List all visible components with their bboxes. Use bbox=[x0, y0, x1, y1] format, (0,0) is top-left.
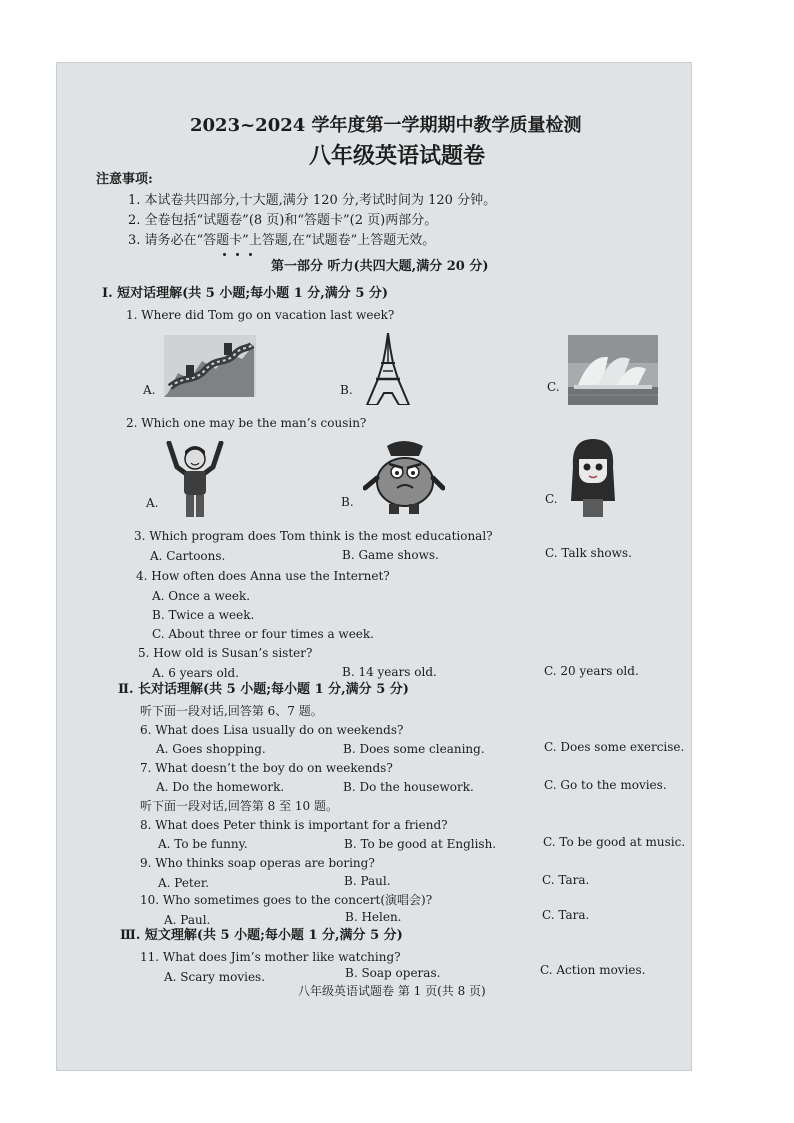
question-4: 4. How often does Anna use the Internet? bbox=[136, 569, 390, 583]
option-c: C. About three or four times a week. bbox=[152, 627, 374, 641]
option-b: B. Paul. bbox=[344, 874, 391, 888]
section-title: Ⅲ. 短文理解(共 5 小题;每小题 1 分,满分 5 分) bbox=[120, 928, 403, 943]
option-label: A. bbox=[146, 496, 159, 510]
question-11: 11. What does Jim’s mother like watching? bbox=[140, 950, 401, 964]
option-b: B. Helen. bbox=[345, 910, 402, 924]
eiffel-tower-icon bbox=[365, 333, 411, 405]
option-a: A. Scary movies. bbox=[164, 970, 266, 984]
emphasis-dot bbox=[223, 253, 226, 256]
sydney-opera-house-icon bbox=[568, 335, 658, 405]
option-a: A. Cartoons. bbox=[150, 549, 226, 563]
option-label: C. bbox=[547, 380, 560, 394]
exam-page bbox=[57, 63, 691, 1070]
option-c: C. Tara. bbox=[542, 873, 590, 887]
option-b: B. Soap operas. bbox=[345, 966, 441, 980]
question-10: 10. Who sometimes goes to the concert(演唱会)? bbox=[140, 893, 433, 907]
option-c: C. Go to the movies. bbox=[544, 778, 667, 792]
question-1: 1. Where did Tom go on vacation last week? bbox=[126, 308, 395, 322]
boy-icon bbox=[165, 441, 225, 519]
great-wall-icon bbox=[164, 335, 256, 397]
exam-title: 2023~2024 学年度第一学期期中教学质量检测 bbox=[190, 115, 582, 136]
section-title: Ⅱ. 长对话理解(共 5 小题;每小题 1 分,满分 5 分) bbox=[118, 682, 409, 697]
part-title: 第一部分 听力(共四大题,满分 20 分) bbox=[271, 259, 489, 274]
notice-item-1: 1. 本试卷共四部分,十大题,满分 120 分,考试时间为 120 分钟。 bbox=[128, 193, 497, 208]
option-c: C. 20 years old. bbox=[544, 664, 639, 678]
option-b: B. 14 years old. bbox=[342, 665, 437, 679]
girl-icon bbox=[567, 437, 619, 519]
page-footer: 八年级英语试题卷 第 1 页(共 8 页) bbox=[298, 984, 486, 998]
notice-item-2: 2. 全卷包括“试题卷”(8 页)和“答题卡”(2 页)两部分。 bbox=[128, 213, 438, 228]
question-7: 7. What doesn’t the boy do on weekends? bbox=[140, 761, 393, 775]
question-6: 6. What does Lisa usually do on weekends? bbox=[140, 723, 404, 737]
notice-item-3: 3. 请务必在“答题卡”上答题,在“试题卷”上答题无效。 bbox=[128, 233, 436, 248]
option-c: C. Talk shows. bbox=[545, 546, 632, 560]
notice-heading: 注意事项: bbox=[96, 172, 153, 187]
option-label: A. bbox=[143, 383, 156, 397]
option-c: C. Tara. bbox=[542, 908, 590, 922]
option-a: A. Paul. bbox=[164, 913, 211, 927]
emphasis-dot bbox=[249, 253, 252, 256]
question-5: 5. How old is Susan’s sister? bbox=[138, 646, 313, 660]
question-3: 3. Which program does Tom think is the most educational? bbox=[134, 529, 493, 543]
option-label: B. bbox=[341, 495, 354, 509]
section-title: Ⅰ. 短对话理解(共 5 小题;每小题 1 分,满分 5 分) bbox=[102, 286, 389, 301]
option-b: B. Twice a week. bbox=[152, 608, 255, 622]
option-a: A. To be funny. bbox=[158, 837, 248, 851]
question-2: 2. Which one may be the man’s cousin? bbox=[126, 416, 367, 430]
option-a: A. Once a week. bbox=[152, 589, 251, 603]
option-c: C. To be good at music. bbox=[543, 835, 686, 849]
option-c: C. Does some exercise. bbox=[544, 740, 685, 754]
grumpy-man-icon bbox=[363, 438, 445, 516]
option-a: A. Goes shopping. bbox=[156, 742, 266, 756]
option-b: B. Game shows. bbox=[342, 548, 439, 562]
option-a: A. Do the homework. bbox=[156, 780, 285, 794]
listening-intro: 听下面一段对话,回答第 8 至 10 题。 bbox=[140, 799, 338, 813]
exam-subtitle: 八年级英语试题卷 bbox=[309, 143, 486, 169]
emphasis-dot bbox=[236, 253, 239, 256]
question-8: 8. What does Peter think is important for a friend? bbox=[140, 818, 448, 832]
option-b: B. To be good at English. bbox=[344, 837, 497, 851]
listening-intro: 听下面一段对话,回答第 6、7 题。 bbox=[140, 704, 323, 718]
option-a: A. 6 years old. bbox=[152, 666, 240, 680]
question-9: 9. Who thinks soap operas are boring? bbox=[140, 856, 375, 870]
option-c: C. Action movies. bbox=[540, 963, 646, 977]
option-b: B. Do the housework. bbox=[343, 780, 474, 794]
option-b: B. Does some cleaning. bbox=[343, 742, 485, 756]
option-a: A. Peter. bbox=[158, 876, 210, 890]
option-label: C. bbox=[545, 492, 558, 506]
option-label: B. bbox=[340, 383, 353, 397]
